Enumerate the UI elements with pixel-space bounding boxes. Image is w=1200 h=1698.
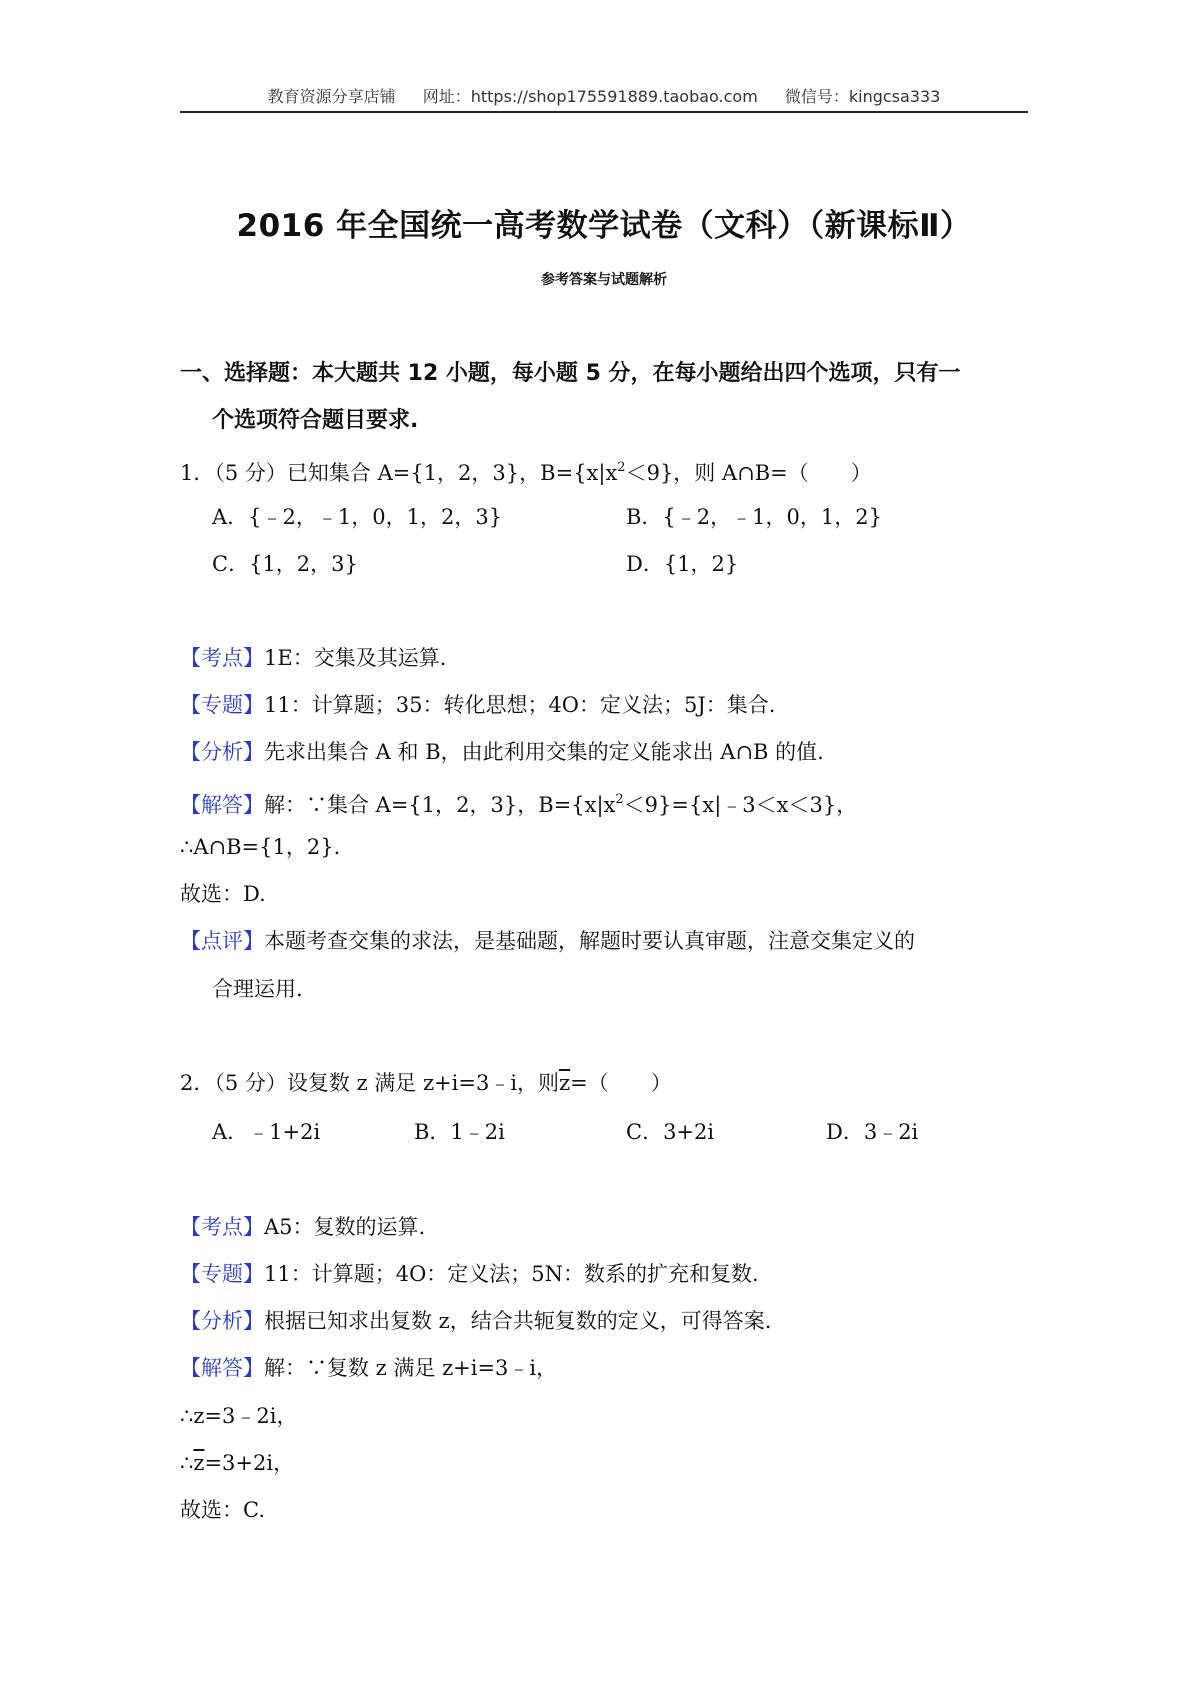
q2-fenxi-text: 根据已知求出复数 z，结合共轭复数的定义，可得答案. bbox=[264, 1309, 772, 1333]
q1-fenxi-tag: 【分析】 bbox=[180, 740, 264, 764]
q2-jieda-line3 bbox=[180, 1448, 294, 1478]
q1-kaodian-tag: 【考点】 bbox=[180, 646, 264, 670]
header-shop: 教育资源分享店铺 bbox=[267, 87, 396, 106]
q2-zhuanti-tag: 【专题】 bbox=[180, 1262, 264, 1286]
header-divider bbox=[180, 111, 1028, 113]
q2-kaodian-tag: 【考点】 bbox=[180, 1215, 264, 1239]
q2-option-a: A．﹣1+2i bbox=[212, 1120, 321, 1144]
section-heading-line2: 个选项符合题目要求. bbox=[212, 408, 419, 433]
q1-jieda bbox=[180, 785, 857, 820]
q1-dianping-line2: 合理运用. bbox=[212, 977, 303, 1001]
q1-zhuanti-text: 11：计算题；35：转化思想；4O：定义法；5J：集合. bbox=[264, 693, 776, 717]
q1-kaodian bbox=[180, 643, 446, 673]
q1-kaodian-text: 1E：交集及其运算. bbox=[264, 646, 447, 670]
q2-kaodian bbox=[180, 1212, 425, 1242]
q1-fenxi-text: 先求出集合 A 和 B，由此利用交集的定义能求出 A∩B 的值. bbox=[264, 740, 824, 764]
q2-stem-post: =（ ） bbox=[570, 1071, 672, 1095]
header-url: 网址：https://shop175591889.taobao.com bbox=[422, 87, 758, 106]
q1-dianping-text: 本题考查交集的求法，是基础题，解题时要认真审题，注意交集定义的 bbox=[264, 929, 915, 953]
header-wechat: 微信号：kingcsa333 bbox=[784, 87, 941, 106]
q1-jieda-line3: 故选：D. bbox=[180, 882, 266, 906]
page-header bbox=[180, 84, 1028, 112]
q1-option-a: A．{﹣2，﹣1，0，1，2，3} bbox=[212, 505, 503, 529]
q1-zhuanti bbox=[180, 690, 775, 720]
section-heading-line1: 一、选择题：本大题共 12 小题，每小题 5 分，在每小题给出四个选项，只有一 bbox=[180, 361, 961, 386]
q2-jieda-line4: 故选：C. bbox=[180, 1498, 265, 1522]
q1-jieda-post: ＜9}={x|﹣3＜x＜3}， bbox=[623, 793, 858, 817]
q1-option-b: B．{﹣2，﹣1，0，1，2} bbox=[626, 505, 882, 529]
q1-jieda-line2: ∴A∩B={1，2}. bbox=[180, 835, 341, 859]
q2-stem bbox=[180, 1068, 672, 1098]
q2-stem-pre: 2．（5 分）设复数 z 满足 z+i=3﹣i，则 bbox=[180, 1071, 560, 1095]
q1-stem-pre: 1．（5 分）已知集合 A={1，2，3}，B={x|x bbox=[180, 461, 618, 485]
q1-fenxi bbox=[180, 737, 824, 767]
q1-zhuanti-tag: 【专题】 bbox=[180, 693, 264, 717]
q2-option-b: B．1﹣2i bbox=[414, 1120, 505, 1144]
q2-jieda bbox=[180, 1353, 557, 1383]
q2-zhuanti-text: 11：计算题；4O：定义法；5N：数系的扩充和复数. bbox=[264, 1262, 759, 1286]
q1-dianping-tag: 【点评】 bbox=[180, 929, 264, 953]
q2-kaodian-text: A5：复数的运算. bbox=[264, 1215, 426, 1239]
q1-stem-post: ＜9}，则 A∩B=（ ） bbox=[625, 461, 872, 485]
q1-option-d: D．{1，2} bbox=[626, 552, 739, 576]
q2-jieda-line3-post: =3+2i， bbox=[204, 1451, 295, 1475]
q2-fenxi-tag: 【分析】 bbox=[180, 1309, 264, 1333]
q1-jieda-tag: 【解答】 bbox=[180, 793, 264, 817]
page-title: 2016 年全国统一高考数学试卷（文科）（新课标Ⅱ） bbox=[236, 208, 972, 244]
q1-jieda-superscript: 2 bbox=[615, 792, 624, 807]
q1-jieda-pre: 解：∵集合 A={1，2，3}，B={x|x bbox=[264, 793, 616, 817]
page-subtitle: 参考答案与试题解析 bbox=[541, 272, 667, 288]
q2-option-c: C．3+2i bbox=[626, 1120, 715, 1144]
q1-stem-superscript: 2 bbox=[617, 460, 626, 475]
q1-option-c: C．{1，2，3} bbox=[212, 552, 358, 576]
q2-option-d: D．3﹣2i bbox=[826, 1120, 919, 1144]
q2-jieda-conjugate-z: $\overline{z}$ bbox=[193, 1451, 205, 1475]
q1-dianping bbox=[180, 926, 915, 956]
q2-jieda-line3-pre: ∴ bbox=[180, 1451, 194, 1475]
q2-jieda-text: 解：∵复数 z 满足 z+i=3﹣i， bbox=[264, 1356, 558, 1380]
q2-stem-conjugate-z: $\overline{z}$ bbox=[559, 1071, 571, 1095]
q1-stem bbox=[180, 453, 872, 488]
q2-jieda-tag: 【解答】 bbox=[180, 1356, 264, 1380]
q2-fenxi bbox=[180, 1306, 771, 1336]
q2-jieda-line2: ∴z=3﹣2i， bbox=[180, 1404, 298, 1428]
q2-zhuanti bbox=[180, 1259, 759, 1289]
